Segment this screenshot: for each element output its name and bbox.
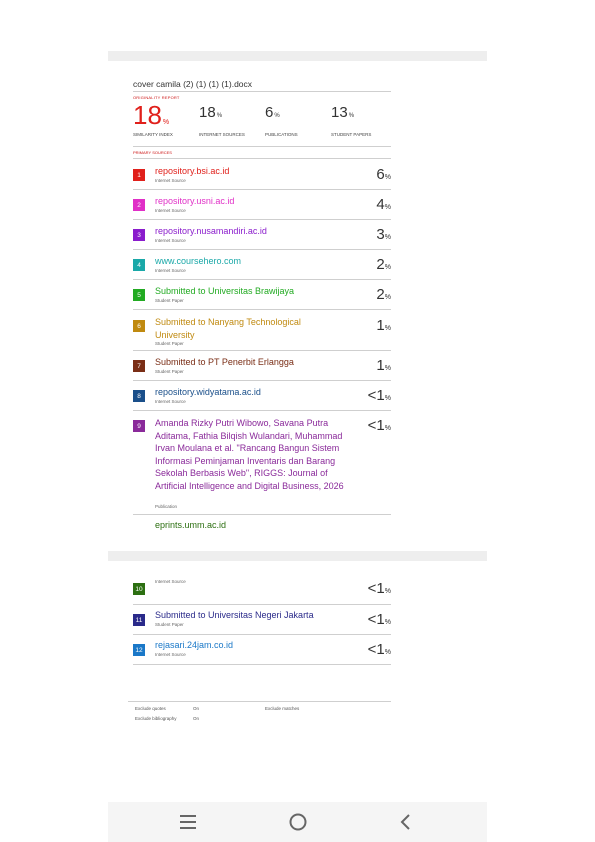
source-type: Internet Source bbox=[155, 208, 186, 213]
exclude-bibliography-label: Exclude bibliography bbox=[135, 716, 177, 721]
document-title: cover camila (2) (1) (1) (1).docx bbox=[133, 79, 253, 89]
percent-sign: % bbox=[384, 395, 391, 402]
exclude-quotes-label: Exclude quotes bbox=[135, 706, 166, 711]
menu-icon[interactable] bbox=[176, 810, 200, 834]
stat-value: 18 bbox=[199, 104, 216, 121]
footer-divider bbox=[128, 701, 391, 702]
source-name[interactable]: Submitted to Nanyang Technological University bbox=[155, 317, 301, 340]
source-name[interactable]: repository.bsi.ac.id bbox=[155, 166, 230, 176]
source-percent bbox=[368, 611, 391, 628]
source-type: Internet Source bbox=[155, 579, 186, 584]
source-number-badge: 6 bbox=[133, 320, 145, 332]
stat-pct: % bbox=[274, 113, 280, 119]
percent-sign: % bbox=[384, 619, 391, 626]
originality-report-label: ORIGINALITY REPORT bbox=[133, 95, 180, 100]
source-row[interactable] bbox=[133, 250, 391, 280]
source-row[interactable] bbox=[133, 220, 391, 250]
source-number-badge: 3 bbox=[133, 229, 145, 241]
source-number-badge: 11 bbox=[133, 614, 145, 626]
source-percent bbox=[368, 641, 391, 658]
exclude-bibliography-value: On bbox=[193, 716, 200, 721]
stat-label: PUBLICATIONS bbox=[265, 132, 298, 137]
source-percent bbox=[368, 417, 391, 434]
percent-sign: % bbox=[384, 204, 391, 211]
stat-similarity-index bbox=[133, 100, 173, 137]
source-row[interactable] bbox=[133, 574, 391, 605]
source-row[interactable] bbox=[133, 190, 391, 220]
percent-sign: % bbox=[384, 174, 391, 181]
source-type: Internet Source bbox=[155, 652, 186, 657]
source-type: Publication bbox=[155, 504, 178, 509]
source-type: Student Paper bbox=[155, 341, 184, 346]
percent-sign: % bbox=[384, 294, 391, 301]
source-row[interactable] bbox=[133, 605, 391, 635]
exclude-quotes-value: On bbox=[193, 706, 200, 711]
source-name[interactable]: rejasari.24jam.co.id bbox=[155, 640, 234, 650]
stat-value: 6 bbox=[265, 104, 274, 121]
source-number-badge: 8 bbox=[133, 390, 145, 402]
stat-label: STUDENT PAPERS bbox=[331, 132, 372, 137]
source-percent bbox=[376, 196, 391, 213]
source-row[interactable] bbox=[133, 280, 391, 310]
percent-sign: % bbox=[384, 234, 391, 241]
percent-value: 2 bbox=[376, 286, 385, 303]
stat-label: INTERNET SOURCES bbox=[199, 132, 245, 137]
source-name[interactable]: Submitted to Universitas Brawijaya bbox=[155, 286, 295, 296]
source-percent bbox=[376, 357, 391, 374]
percent-sign: % bbox=[384, 649, 391, 656]
stat-publications bbox=[265, 104, 298, 137]
percent-value: 3 bbox=[376, 226, 385, 243]
stat-pct: % bbox=[162, 119, 170, 126]
stat-pct: % bbox=[216, 113, 223, 119]
stat-value: 13 bbox=[331, 104, 348, 121]
source-row[interactable] bbox=[133, 351, 391, 381]
source-type: Internet Source bbox=[155, 238, 186, 243]
source-type: Internet Source bbox=[155, 399, 186, 404]
percent-value: <1 bbox=[367, 580, 385, 597]
source-number-badge: 12 bbox=[133, 644, 145, 656]
percent-value: <1 bbox=[367, 641, 385, 658]
source-type: Student Paper bbox=[155, 622, 184, 627]
home-circle-icon[interactable] bbox=[286, 810, 310, 834]
stat-internet-sources bbox=[199, 104, 245, 137]
source-name[interactable]: repository.widyatama.ac.id bbox=[155, 387, 261, 397]
percent-value: <1 bbox=[367, 611, 385, 628]
source-row[interactable] bbox=[133, 381, 391, 411]
source-percent bbox=[376, 166, 391, 183]
source-number-badge: 4 bbox=[133, 259, 145, 271]
percent-sign: % bbox=[384, 588, 391, 595]
source-type: Internet Source bbox=[155, 268, 186, 273]
stat-pct: % bbox=[348, 113, 355, 119]
source-percent bbox=[368, 387, 391, 404]
source-percent bbox=[376, 256, 391, 273]
percent-sign: % bbox=[384, 325, 391, 332]
source-type: Student Paper bbox=[155, 298, 184, 303]
page-separator-top bbox=[108, 51, 487, 61]
source-row[interactable] bbox=[133, 159, 391, 190]
source-name[interactable]: Submitted to Universitas Negeri Jakarta bbox=[155, 610, 314, 620]
divider bbox=[133, 146, 391, 147]
source-name[interactable]: repository.nusamandiri.ac.id bbox=[155, 226, 267, 236]
percent-value: <1 bbox=[367, 387, 385, 404]
page-separator bbox=[108, 551, 487, 561]
percent-value: <1 bbox=[367, 417, 385, 434]
stat-label: SIMILARITY INDEX bbox=[133, 132, 173, 137]
source-percent bbox=[368, 580, 391, 597]
back-chevron-icon[interactable] bbox=[394, 810, 418, 834]
source-number-badge: 7 bbox=[133, 360, 145, 372]
exclude-matches-label: Exclude matches bbox=[265, 706, 300, 711]
source-number-badge: 5 bbox=[133, 289, 145, 301]
source-percent bbox=[376, 226, 391, 243]
source-number-badge: 10 bbox=[133, 583, 145, 595]
primary-sources-label: PRIMARY SOURCES bbox=[133, 150, 172, 155]
source-row[interactable] bbox=[133, 635, 391, 665]
stat-student-papers bbox=[331, 104, 372, 137]
percent-value: 4 bbox=[376, 196, 385, 213]
percent-sign: % bbox=[384, 365, 391, 372]
percent-sign: % bbox=[384, 425, 391, 432]
source-name[interactable]: Submitted to PT Penerbit Erlangga bbox=[155, 357, 294, 367]
source-name-continued[interactable]: eprints.umm.ac.id bbox=[155, 520, 227, 530]
source-row[interactable] bbox=[133, 411, 391, 515]
source-percent bbox=[376, 286, 391, 303]
percent-value: 6 bbox=[376, 166, 385, 183]
source-number-badge: 1 bbox=[133, 169, 145, 181]
source-type: Student Paper bbox=[155, 369, 184, 374]
source-percent bbox=[376, 317, 391, 334]
source-row[interactable] bbox=[133, 310, 391, 351]
source-name[interactable]: www.coursehero.com bbox=[155, 256, 242, 266]
divider bbox=[133, 91, 391, 92]
stat-value: 18 bbox=[133, 100, 162, 130]
source-number-badge: 9 bbox=[133, 420, 145, 432]
percent-sign: % bbox=[384, 264, 391, 271]
navigation-bar bbox=[108, 802, 487, 842]
percent-value: 1 bbox=[376, 317, 385, 334]
source-number-badge: 2 bbox=[133, 199, 145, 211]
source-name[interactable]: Amanda Rizky Putri Wibowo, Savana Putra Aditama, Fathia Bilqish Wulandari, Muhammad Irvan Moulana et al. "Rancang Bangun Sistem Informasi Peminjaman Inventaris dan Barang Sekolah Berbasis Web", RIGGS: Journal of Artificial Intelligence and Digital Business, 2026 bbox=[155, 418, 344, 491]
percent-value: 1 bbox=[376, 357, 385, 374]
source-name[interactable]: repository.usni.ac.id bbox=[155, 196, 235, 206]
source-type: Internet Source bbox=[155, 178, 186, 183]
percent-value: 2 bbox=[376, 256, 385, 273]
